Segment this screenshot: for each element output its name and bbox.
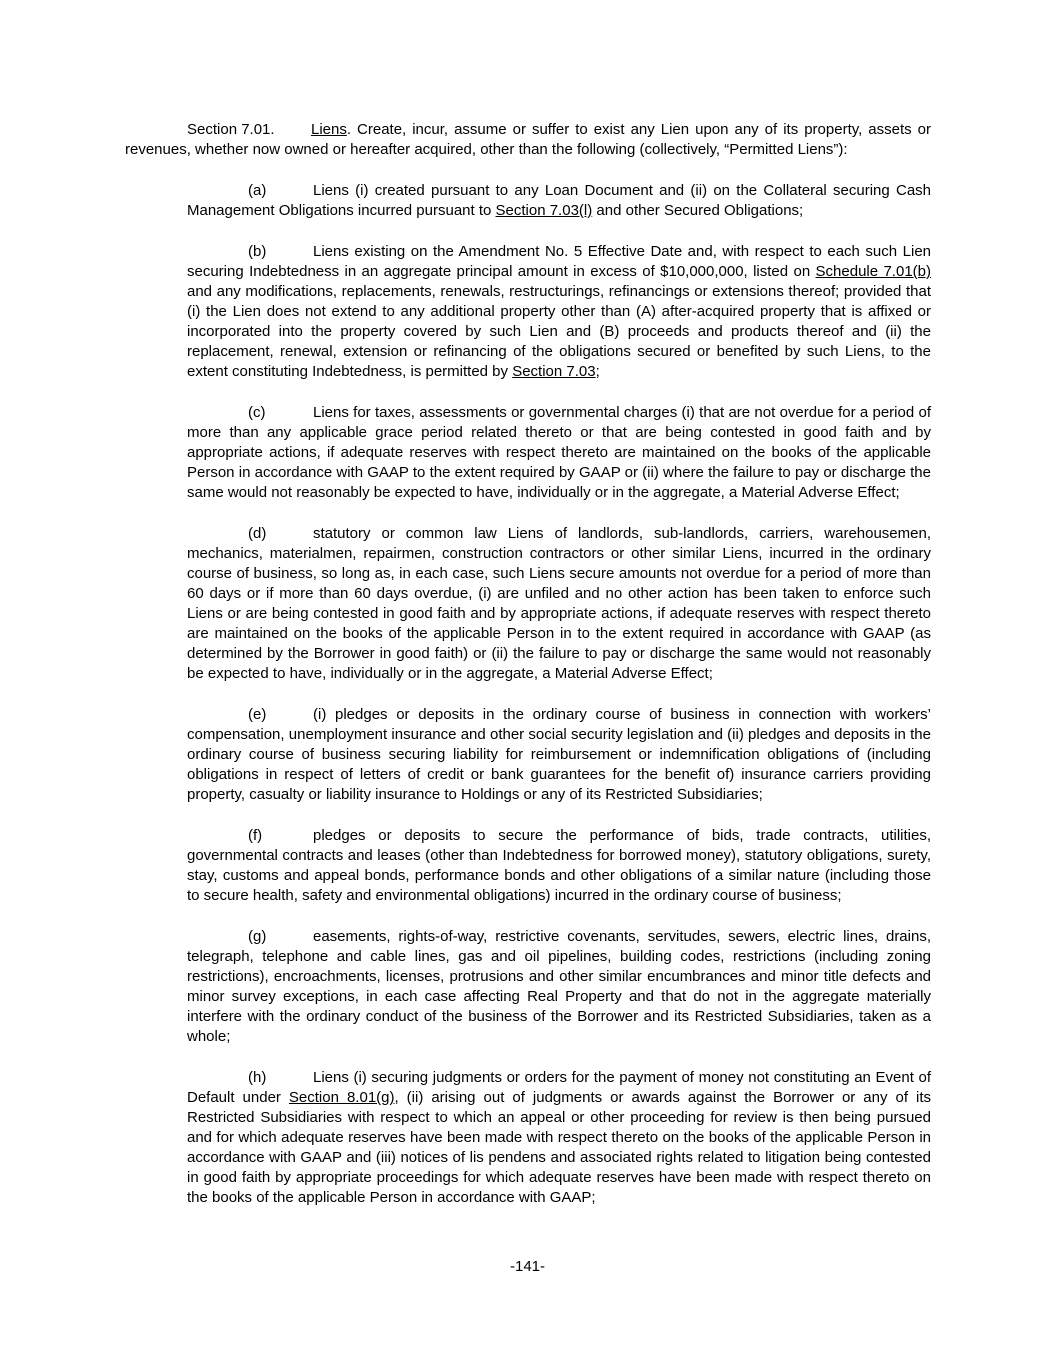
paragraph <box>125 120 931 160</box>
paragraph <box>187 927 931 1047</box>
paragraph-label: (c) <box>248 404 266 421</box>
page-number: -141- <box>509 1258 546 1275</box>
paragraph-text: , (ii) arising out of judgments or awards against the Borrower or any of its Restricted Subsidiaries with respect to which an appeal or other proceeding for review is then being pursued and for which adequate reserves have been made with respect thereto on the books of the applicable Person in accordance with GAAP and (iii) notices of lis pendens and associated rights related to litigation being contested in good faith by appropriate proceedings for which adequate reserves have been made with respect thereto on the books of the applicable Person in accordance with GAAP; <box>187 1089 932 1206</box>
paragraph-label: (g) <box>248 928 267 945</box>
paragraph-text: pledges or deposits to secure the performance of bids, trade contracts, utilities, governmental contracts and leases (other than Indebtedness for borrowed money), statutory obligations, surety, stay, customs and appeal bonds, performance bonds and other obligations of a similar nature (including those to secure health, safety and environmental obligations) incurred in the ordinary course of business; <box>187 827 931 904</box>
paragraph <box>187 403 931 503</box>
paragraph-label: (d) <box>248 525 267 542</box>
paragraph-label: Section 7.01. <box>187 121 275 138</box>
paragraph <box>187 524 931 684</box>
paragraph <box>187 181 931 221</box>
paragraph-text: Liens (i) created pursuant to any Loan Document and (ii) on the Collateral securing Cash Management Obligations incurred pursuant to <box>187 182 931 219</box>
section-reference: Section 8.01(g) <box>288 1089 395 1106</box>
paragraph-text: and other Secured Obligations; <box>592 202 804 219</box>
paragraph <box>187 242 931 382</box>
paragraph <box>187 1068 931 1208</box>
paragraph-text: . Create, incur, assume or suffer to exist any Lien upon any of its property, assets or revenues, whether now owned or hereafter acquired, other than the following (collectively, “Permitted Liens”): <box>125 121 931 158</box>
paragraph-label: (b) <box>248 243 267 260</box>
section-reference: Schedule 7.01(b) <box>815 263 931 280</box>
paragraph-label: (h) <box>248 1069 267 1086</box>
document-body <box>125 120 931 1229</box>
paragraph <box>187 826 931 906</box>
paragraph-label: (e) <box>248 706 267 723</box>
paragraph-text: easements, rights-of-way, restrictive covenants, servitudes, sewers, electric lines, drains, telegraph, telephone and cable lines, gas and oil pipelines, building codes, restrictions (including zoning restrictions), encroachments, licenses, protrusions and other similar encumbrances and minor title defects and minor survey exceptions, in each case affecting Real Property and that do not in the aggregate materially interfere with the ordinary conduct of the business of the Borrower and its Restricted Subsidiaries, taken as a whole; <box>187 928 931 1045</box>
paragraph-text: (i) pledges or deposits in the ordinary course of business in connection with workers’ compensation, unemployment insurance and other social security legislation and (ii) pledges and deposits in the ordinary course of business securing liability for reimbursement or indemnification obligations of (including obligations in respect of letters of credit or bank guarantees for the benefit of) insurance carriers providing property, casualty or liability insurance to Holdings or any of its Restricted Subsidiaries; <box>187 706 931 803</box>
paragraph-text: statutory or common law Liens of landlords, sub-landlords, carriers, warehousemen, mechanics, materialmen, repairmen, construction contractors or other similar Liens, incurred in the ordinary course of business, so long as, in each case, such Liens secure amounts not overdue for a period of more than 60 days or if more than 60 days overdue, (i) are unfiled and no other action has been taken to enforce such Liens or are being contested in good faith and by appropriate actions, if adequate reserves with respect thereto are maintained on the books of the applicable Person in to the extent required in accordance with GAAP (as determined by the Borrower in good faith) or (ii) the failure to pay or discharge the same would not reasonably be expected to have, individually or in the aggregate, a Material Adverse Effect; <box>187 525 931 682</box>
section-reference: Section 7.03(l) <box>495 202 593 219</box>
section-reference: Liens <box>311 121 347 138</box>
paragraph-text: Liens for taxes, assessments or governmental charges (i) that are not overdue for a period of more than any applicable grace period related thereto or that are being contested in good faith and by appropriate actions, if adequate reserves with respect thereto are maintained on the books of the applicable Person in accordance with GAAP to the extent required by GAAP or (ii) where the failure to pay or discharge the same would not reasonably be expected to have, individually or in the aggregate, a Material Adverse Effect; <box>187 404 931 501</box>
paragraph-text: Liens (i) securing judgments or orders for the payment of money not constituting an Event of Default under <box>187 1069 931 1106</box>
paragraph-text: Liens existing on the Amendment No. 5 Effective Date and, with respect to each such Lien securing Indebtedness in an aggregate principal amount in excess of $10,000,000, listed on <box>187 243 931 280</box>
paragraph-text: and any modifications, replacements, renewals, restructurings, refinancings or extensions thereof; provided that (i) the Lien does not extend to any additional property other than (A) after-acquired property that is affixed or incorporated into the property covered by such Lien and (B) proceeds and products thereof and (ii) the replacement, renewal, extension or refinancing of the obligations secured or benefited by such Liens, to the extent constituting Indebtedness, is permitted by <box>187 283 931 380</box>
paragraph-text: ; <box>595 363 600 380</box>
section-reference: Section 7.03 <box>512 363 596 380</box>
paragraph-label: (a) <box>248 182 267 199</box>
paragraph <box>187 705 931 805</box>
paragraph-label: (f) <box>248 827 263 844</box>
